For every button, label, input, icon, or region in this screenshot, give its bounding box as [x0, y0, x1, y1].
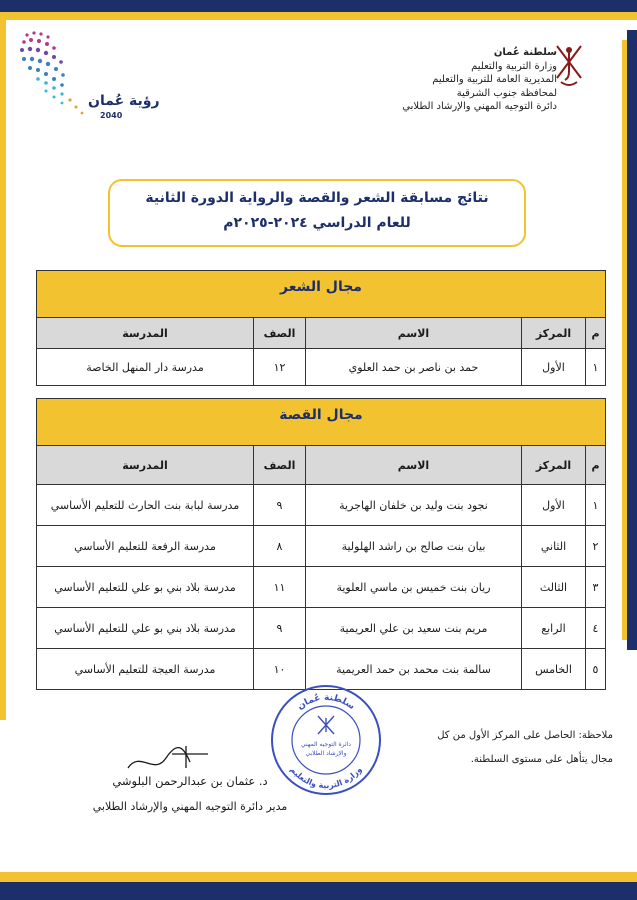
- row-rank: الخامس: [522, 649, 586, 690]
- row-school: مدرسة دار المنهل الخاصة: [37, 349, 254, 386]
- row-num: ٤: [586, 608, 606, 649]
- ministry-line: لمحافظة جنوب الشرقية: [456, 87, 557, 99]
- col-header-name: الاسم: [306, 318, 522, 349]
- row-grade: ٩: [254, 485, 306, 526]
- poetry-section-title: مجال الشعر: [37, 271, 606, 318]
- signatory-position: مدير دائرة التوجيه المهني والإرشاد الطلابي: [92, 800, 288, 813]
- top-gold-band: [0, 12, 637, 20]
- title-line-1: نتائج مسابقة الشعر والقصة والرواية الدورة الثانية: [145, 190, 489, 206]
- table-row: [37, 485, 606, 526]
- col-header-rank: المركز: [522, 318, 586, 349]
- row-grade: ١٠: [254, 649, 306, 690]
- vision-year: 2040: [100, 111, 123, 120]
- row-num: ١: [586, 349, 606, 386]
- row-rank: الأول: [522, 485, 586, 526]
- right-gold-stripe: [622, 40, 627, 640]
- row-name: مريم بنت سعيد بن علي العريمية: [306, 608, 522, 649]
- ministry-line: سلطنة عُمان: [493, 47, 557, 58]
- table-row: [37, 349, 606, 386]
- row-grade: ١١: [254, 567, 306, 608]
- stamp-top-text: سلطنة عُمان: [295, 692, 357, 713]
- qualification-note: [383, 724, 613, 772]
- row-grade: ٨: [254, 526, 306, 567]
- bottom-gold-band: [0, 872, 637, 882]
- row-num: ٥: [586, 649, 606, 690]
- col-header-rank: المركز: [522, 446, 586, 485]
- table-row: [37, 567, 606, 608]
- table-row: [37, 608, 606, 649]
- row-school: مدرسة العيجة للتعليم الأساسي: [37, 649, 254, 690]
- vision-text: رؤية عُمان: [88, 93, 160, 109]
- row-name: نجود بنت وليد بن خلفان الهاجرية: [306, 485, 522, 526]
- col-header-school: المدرسة: [37, 446, 254, 485]
- title-box: [108, 179, 526, 247]
- row-school: مدرسة بلاد بني بو علي للتعليم الأساسي: [37, 608, 254, 649]
- row-name: بيان بنت صالح بن راشد الهلولية: [306, 526, 522, 567]
- stamp-crest-icon: [318, 716, 334, 734]
- col-header-school: المدرسة: [37, 318, 254, 349]
- row-num: ٢: [586, 526, 606, 567]
- row-name: سالمة بنت محمد بن حمد العريمية: [306, 649, 522, 690]
- story-section-title: مجال القصة: [37, 399, 606, 446]
- right-navy-stripe: [627, 30, 637, 650]
- row-rank: الثاني: [522, 526, 586, 567]
- row-rank: الأول: [522, 349, 586, 386]
- row-grade: ٩: [254, 608, 306, 649]
- bottom-navy-band: [0, 882, 637, 900]
- top-navy-band: [0, 0, 637, 12]
- col-header-num: م: [586, 318, 606, 349]
- stamp-middle-line-2: والإرشاد الطلابي: [305, 750, 347, 757]
- row-rank: الرابع: [522, 608, 586, 649]
- col-header-num: م: [586, 446, 606, 485]
- svg-text:سلطنة عُمان: [296, 693, 357, 712]
- stamp-bottom-text: وزارة التربية والتعليم: [288, 765, 364, 791]
- row-num: ١: [586, 485, 606, 526]
- col-header-grade: الصف: [254, 446, 306, 485]
- row-num: ٣: [586, 567, 606, 608]
- story-results-table: [36, 398, 606, 690]
- ministry-header: [347, 46, 557, 114]
- title-line-2: للعام الدراسي ٢٠٢٤-٢٠٢٥م: [223, 215, 411, 231]
- stamp-middle-line-1: دائرة التوجيه المهني: [301, 741, 351, 748]
- ministry-line: وزارة التربية والتعليم: [471, 60, 557, 72]
- note-line-1: ملاحظة: الحاصل على المركز الأول من كل: [437, 730, 613, 741]
- row-grade: ١٢: [254, 349, 306, 386]
- row-name: حمد بن ناصر بن حمد العلوي: [306, 349, 522, 386]
- oman-crest-icon: [551, 40, 587, 100]
- row-school: مدرسة بلاد بني بو علي للتعليم الأساسي: [37, 567, 254, 608]
- ministry-line: المديرية العامة للتربية والتعليم: [432, 74, 557, 85]
- col-header-name: الاسم: [306, 446, 522, 485]
- left-gold-stripe: [0, 20, 6, 720]
- row-school: مدرسة لبابة بنت الحارث للتعليم الأساسي: [37, 485, 254, 526]
- col-header-grade: الصف: [254, 318, 306, 349]
- signatory-block: [60, 768, 320, 820]
- table-row: [37, 526, 606, 567]
- row-name: ريان بنت خميس بن ماسي العلوية: [306, 567, 522, 608]
- signatory-name: د. عثمان بن عبدالرحمن البلوشي: [112, 774, 268, 788]
- row-school: مدرسة الرفعة للتعليم الأساسي: [37, 526, 254, 567]
- note-line-2: مجال يتأهل على مستوى السلطنة.: [470, 754, 613, 765]
- row-rank: الثالث: [522, 567, 586, 608]
- ministry-line: دائرة التوجيه المهني والإرشاد الطلابي: [402, 101, 557, 112]
- poetry-results-table: [36, 270, 606, 386]
